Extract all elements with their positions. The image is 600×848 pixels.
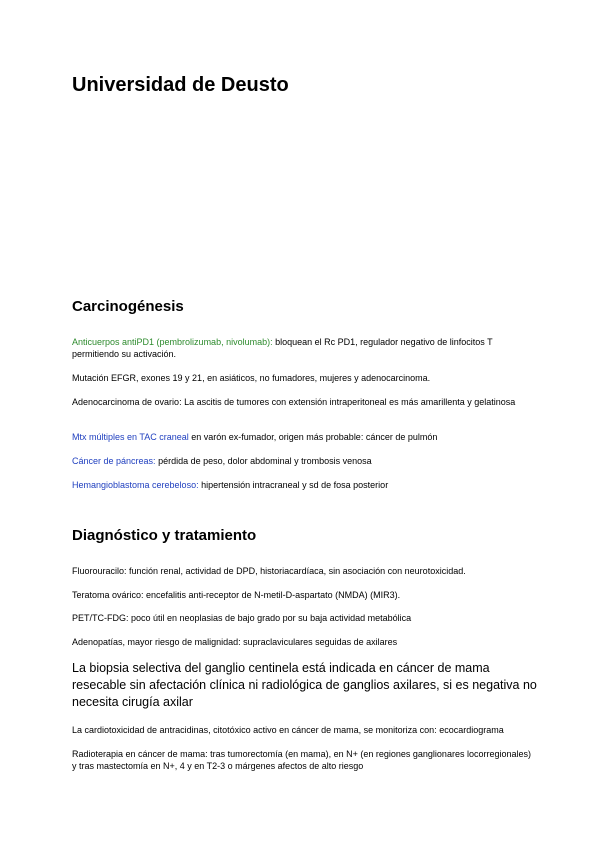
note-text: Teratoma ovárico: encefalitis anti-receptor de N-metil-D-aspartato (NMDA) (MIR3). — [72, 590, 401, 600]
highlight-term: Hemangioblastoma cerebeloso: — [72, 480, 199, 490]
note-text: Radioterapia en cáncer de mama: tras tumorectomía (en mama), en N+ (en regiones ganglionares locorregionales) y tras mastectomía en N+, 4 y en T2-3 o márgenes afectos de alto riesgo — [72, 749, 531, 771]
note-adenopathies — [72, 636, 532, 648]
note-fluorouracil — [72, 565, 532, 577]
note-text: en varón ex-fumador, origen más probable: cáncer de pulmón — [188, 432, 438, 442]
section-heading-carcinogenesis: Carcinogénesis — [72, 298, 184, 315]
note-text: Mutación EFGR, exones 19 y 21, en asiáticos, no fumadores, mujeres y adenocarcinoma. — [72, 373, 431, 383]
highlight-term: Cáncer de páncreas: — [72, 456, 156, 466]
note-ovarian-teratoma — [72, 589, 532, 601]
note-text: bloquean el Rc PD1, regulador negativo de linfocitos T permitiendo su activación. — [72, 337, 493, 359]
note-text: PET/TC-FDG: poco útil en neoplasias de bajo grado por su baja actividad metabólica — [72, 613, 412, 623]
note-pancreatic-cancer — [72, 455, 532, 467]
note-ovarian-adenocarcinoma — [72, 396, 532, 408]
note-pet-tc — [72, 612, 532, 624]
note-breast-radiotherapy — [72, 748, 532, 772]
note-anthracycline-cardiotoxicity — [72, 724, 532, 736]
note-text: Fluorouracilo: función renal, actividad de DPD, historiacardíaca, sin asociación con neurotoxicidad. — [72, 566, 466, 576]
note-hemangioblastoma — [72, 479, 532, 491]
note-text: Adenocarcinoma de ovario: La ascitis de tumores con extensión intraperitoneal es más amarillenta y gelatinosa — [72, 397, 516, 407]
note-sentinel-node-biopsy — [72, 660, 542, 711]
note-text: La biopsia selectiva del ganglio centinela está indicada en cáncer de mama resecable sin afectación clínica ni radiológica de ganglios axilares, si es negativa no necesita cirugía axilar — [72, 661, 537, 709]
highlight-term: Mtx múltiples en TAC craneal — [72, 432, 189, 442]
note-text: hipertensión intracraneal y sd de fosa posterior — [198, 480, 389, 490]
note-brain-metastases — [72, 431, 532, 443]
page-title: Universidad de Deusto — [72, 74, 289, 96]
note-anti-pd1 — [72, 336, 532, 360]
section-heading-diagnosis: Diagnóstico y tratamiento — [72, 527, 257, 544]
note-egfr-mutation — [72, 372, 532, 384]
note-text: Adenopatías, mayor riesgo de malignidad: supraclaviculares seguidas de axilares — [72, 637, 398, 647]
note-text: pérdida de peso, dolor abdominal y trombosis venosa — [155, 456, 372, 466]
highlight-term: Anticuerpos antiPD1 (pembrolizumab, nivolumab): — [72, 337, 273, 347]
note-text: La cardiotoxicidad de antracidinas, citotóxico activo en cáncer de mama, se monitoriza con: ecocardiograma — [72, 725, 504, 735]
